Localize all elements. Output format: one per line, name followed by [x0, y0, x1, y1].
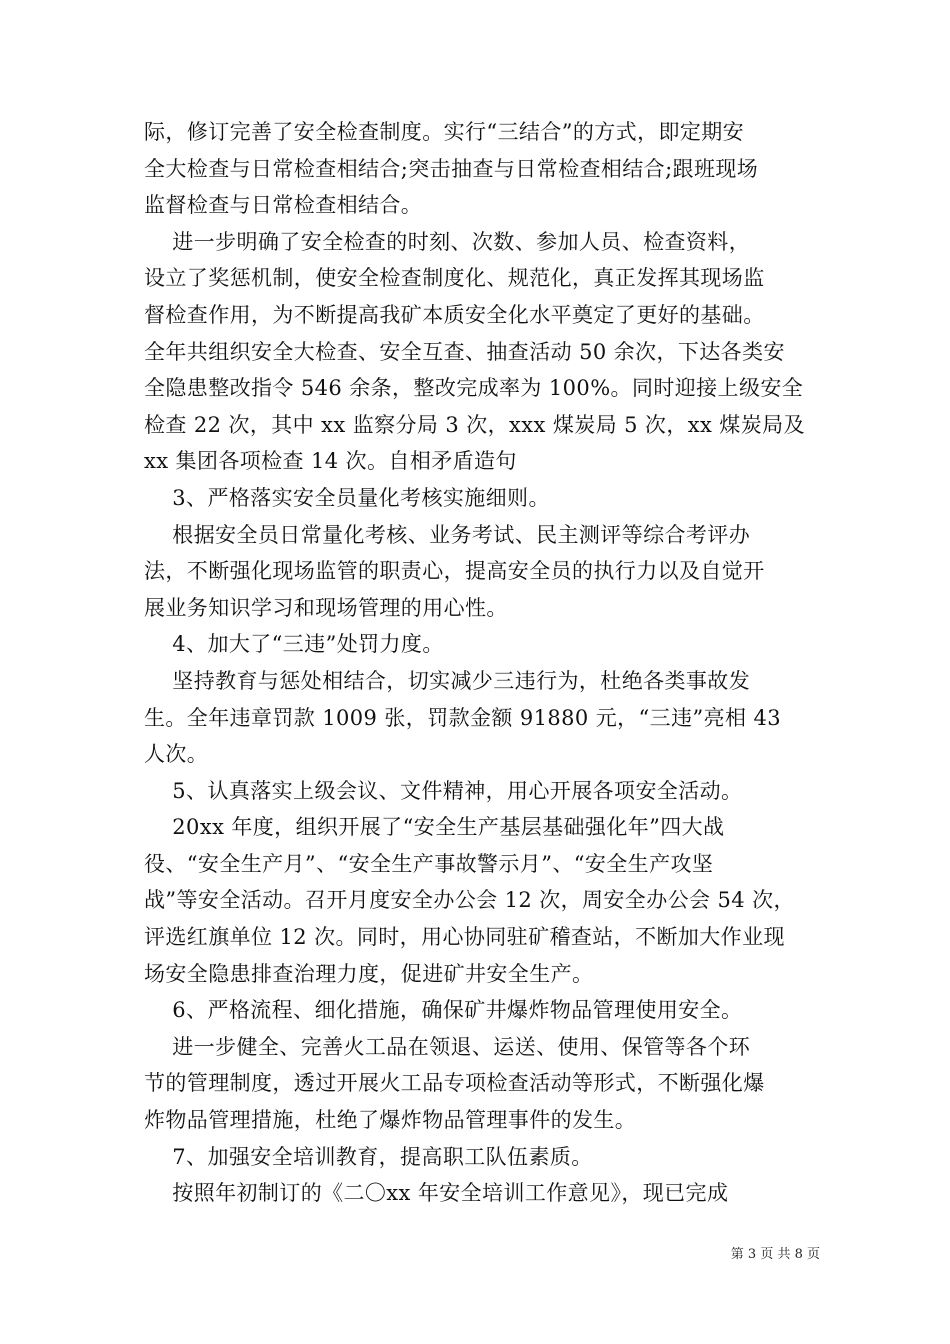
- text-line: 际，修订完善了安全检查制度。实行“三结合”的方式，即定期安: [144, 120, 745, 144]
- text-line: 节的管理制度，透过开展火工品专项检查活动等形式，不断强化爆: [144, 1071, 765, 1096]
- text-line: 役、“安全生产月”、“安全生产事故警示月”、“安全生产攻坚: [144, 851, 714, 876]
- text-line: 检查 22 次，其中 xx 监察分局 3 次，xxx 煤炭局 5 次，xx 煤炭局及: [144, 412, 805, 437]
- text-line: 生。全年违章罚款 1009 张，罚款金额 91880 元，“三违”亮相 43: [144, 705, 782, 730]
- text-line: 人次。: [144, 742, 209, 767]
- document-body: [144, 114, 816, 1212]
- page-number-footer: [620, 1246, 820, 1264]
- text-line: 战”等安全活动。召开月度安全办公会 12 次，周安全办公会 54 次，: [144, 888, 795, 913]
- text-line: 20xx 年度，组织开展了“安全生产基层基础强化年”四大战: [144, 815, 725, 840]
- section-heading: 4、加大了“三违”处罚力度。: [144, 632, 444, 657]
- text-line: 全大检查与日常检查相结合;突击抽查与日常检查相结合;跟班现场: [144, 156, 759, 181]
- text-line: 炸物品管理措施，杜绝了爆炸物品管理事件的发生。: [144, 1108, 637, 1133]
- text-line: 进一步健全、完善火工品在领退、运送、使用、保管等各个环: [144, 1034, 751, 1059]
- section-heading: 5、认真落实上级会议、文件精神，用心开展各项安全活动。: [144, 778, 743, 803]
- text-line: 设立了奖惩机制，使安全检查制度化、规范化，真正发挥其现场监: [144, 266, 765, 291]
- text-line: 法，不断强化现场监管的职责心，提高安全员的执行力以及自觉开: [144, 559, 765, 584]
- text-line: 根据安全员日常量化考核、业务考试、民主测评等综合考评办: [144, 522, 751, 547]
- text-line: 全年共组织安全大检查、安全互查、抽查活动 50 余次，下达各类安: [144, 339, 785, 364]
- text-line: 全隐患整改指令 546 余条，整改完成率为 100%。同时迎接上级安全: [144, 376, 804, 401]
- text-line: 评选红旗单位 12 次。同时，用心协同驻矿稽查站，不断加大作业现: [144, 925, 785, 950]
- text-line: 场安全隐患排查治理力度，促进矿井安全生产。: [144, 961, 594, 986]
- text-line: xx 集团各项检查 14 次。自相矛盾造句: [144, 449, 517, 474]
- section-heading: 3、严格落实安全员量化考核实施细则。: [144, 485, 550, 510]
- text-line: 进一步明确了安全检查的时刻、次数、参加人员、检查资料，: [144, 229, 751, 254]
- text-line: 按照年初制订的《二〇xx 年安全培训工作意见》，现已完成: [144, 1181, 729, 1206]
- text-line: 监督检查与日常检查相结合。: [144, 193, 423, 218]
- text-line: 展业务知识学习和现场管理的用心性。: [144, 595, 508, 620]
- text-line: 督检查作用，为不断提高我矿本质安全化水平奠定了更好的基础。: [144, 302, 765, 327]
- page-number-label: 第 3 页 共 8 页: [730, 1247, 820, 1262]
- section-heading: 7、加强安全培训教育，提高职工队伍素质。: [144, 1144, 593, 1169]
- section-heading: 6、严格流程、细化措施，确保矿井爆炸物品管理使用安全。: [144, 998, 743, 1023]
- text-line: 坚持教育与惩处相结合，切实减少三违行为，杜绝各类事故发: [144, 668, 751, 693]
